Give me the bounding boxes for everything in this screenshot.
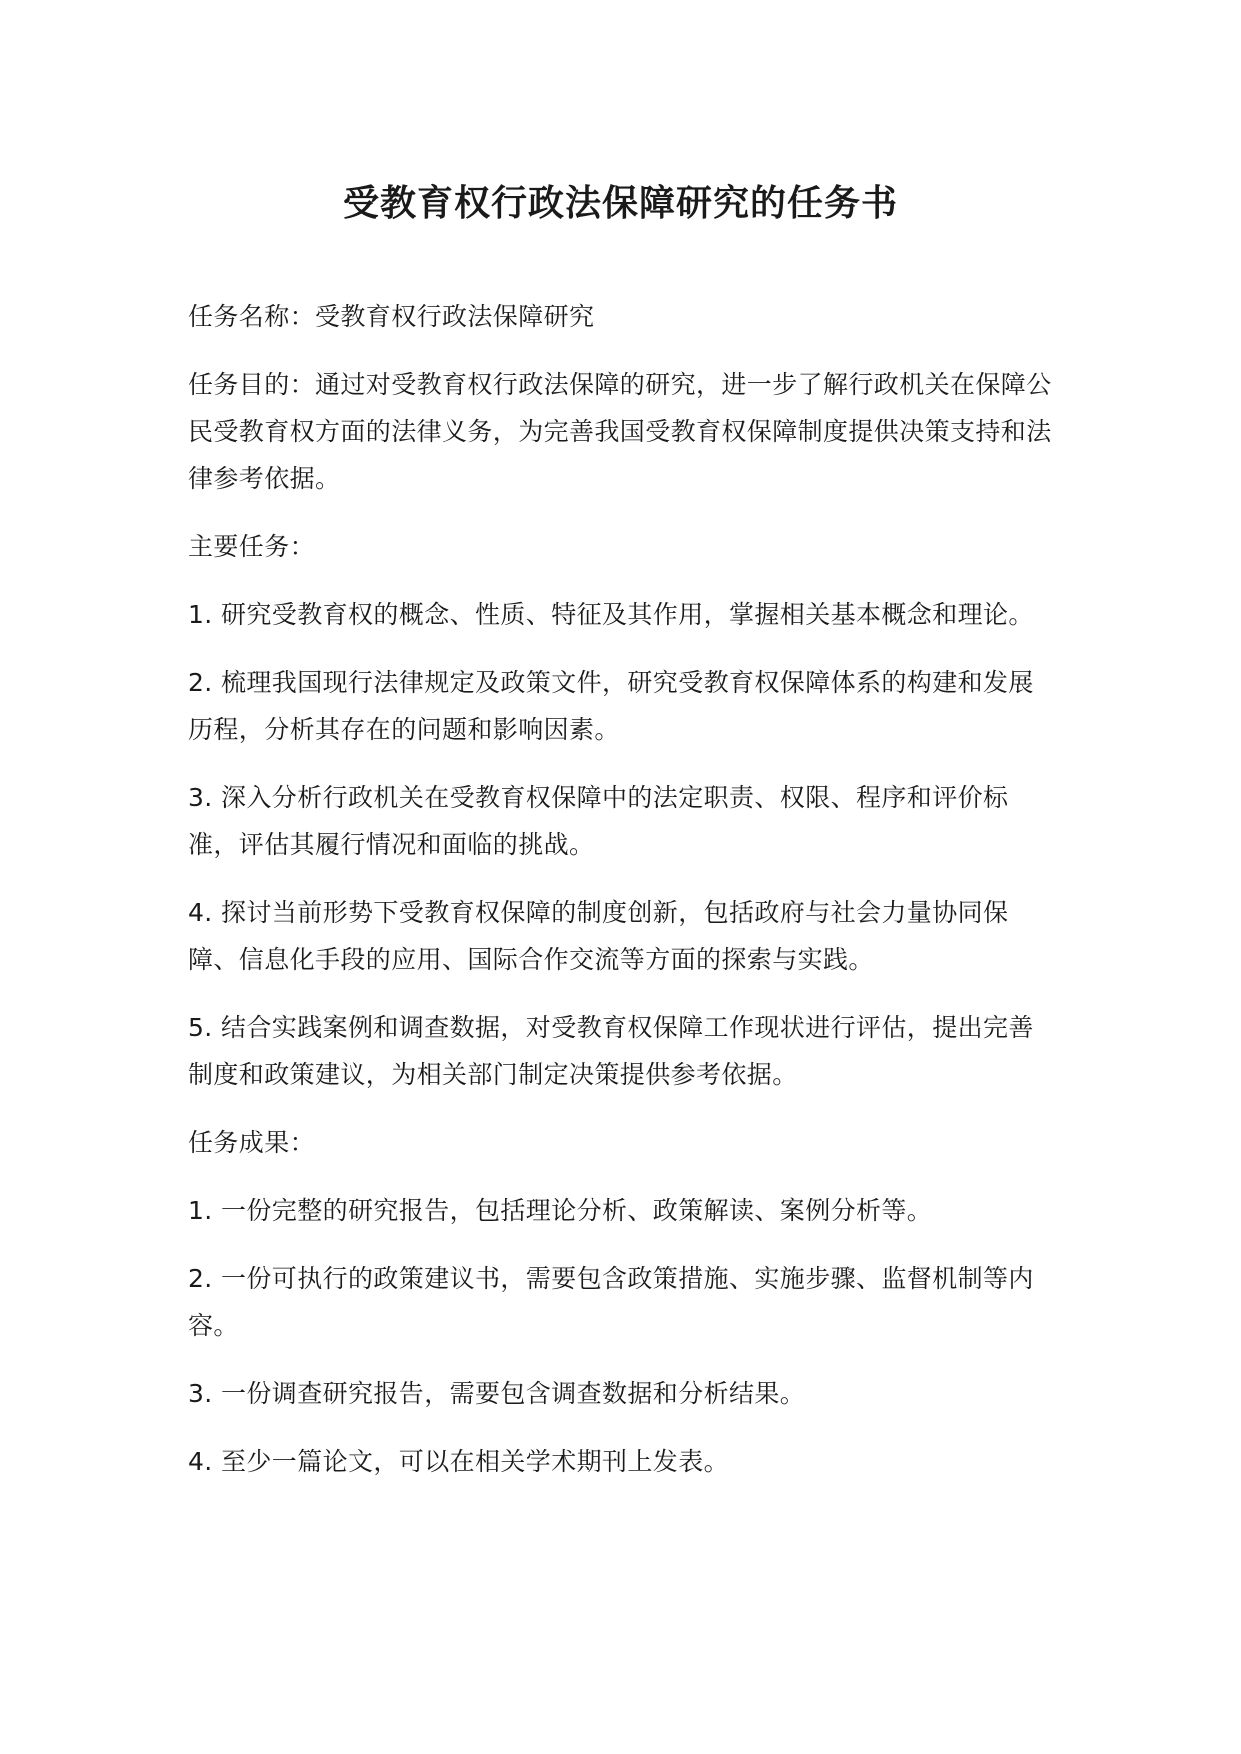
main-tasks-heading: 主要任务：	[188, 532, 316, 561]
main-task-item-4: 4. 探讨当前形势下受教育权保障的制度创新，包括政府与社会力量协同保障、信息化手段的应用、国际合作交流等方面的探索与实践。	[188, 898, 1009, 974]
deliverable-item-4: 4. 至少一篇论文，可以在相关学术期刊上发表。	[188, 1447, 730, 1476]
deliverables-heading: 任务成果：	[188, 1128, 316, 1157]
main-task-item-3: 3. 深入分析行政机关在受教育权保障中的法定职责、权限、程序和评价标准，评估其履行情况和面临的挑战。	[188, 783, 1009, 859]
task-name-paragraph: 任务名称：受教育权行政法保障研究	[188, 302, 595, 331]
deliverable-item-2: 2. 一份可执行的政策建议书，需要包含政策措施、实施步骤、监督机制等内容。	[188, 1264, 1034, 1340]
document-body	[188, 293, 1056, 1506]
document-title: 受教育权行政法保障研究的任务书	[342, 183, 898, 224]
deliverable-item-1: 1. 一份完整的研究报告，包括理论分析、政策解读、案例分析等。	[188, 1196, 933, 1225]
main-task-item-2: 2. 梳理我国现行法律规定及政策文件，研究受教育权保障体系的构建和发展历程，分析其存在的问题和影响因素。	[188, 668, 1034, 744]
deliverable-item-3: 3. 一份调查研究报告，需要包含调查数据和分析结果。	[188, 1379, 806, 1408]
task-purpose-paragraph: 任务目的：通过对受教育权行政法保障的研究，进一步了解行政机关在保障公民受教育权方面的法律义务，为完善我国受教育权保障制度提供决策支持和法律参考依据。	[188, 370, 1052, 493]
main-task-item-5: 5. 结合实践案例和调查数据，对受教育权保障工作现状进行评估，提出完善制度和政策建议，为相关部门制定决策提供参考依据。	[188, 1013, 1034, 1089]
main-task-item-1: 1. 研究受教育权的概念、性质、特征及其作用，掌握相关基本概念和理论。	[188, 600, 1034, 629]
